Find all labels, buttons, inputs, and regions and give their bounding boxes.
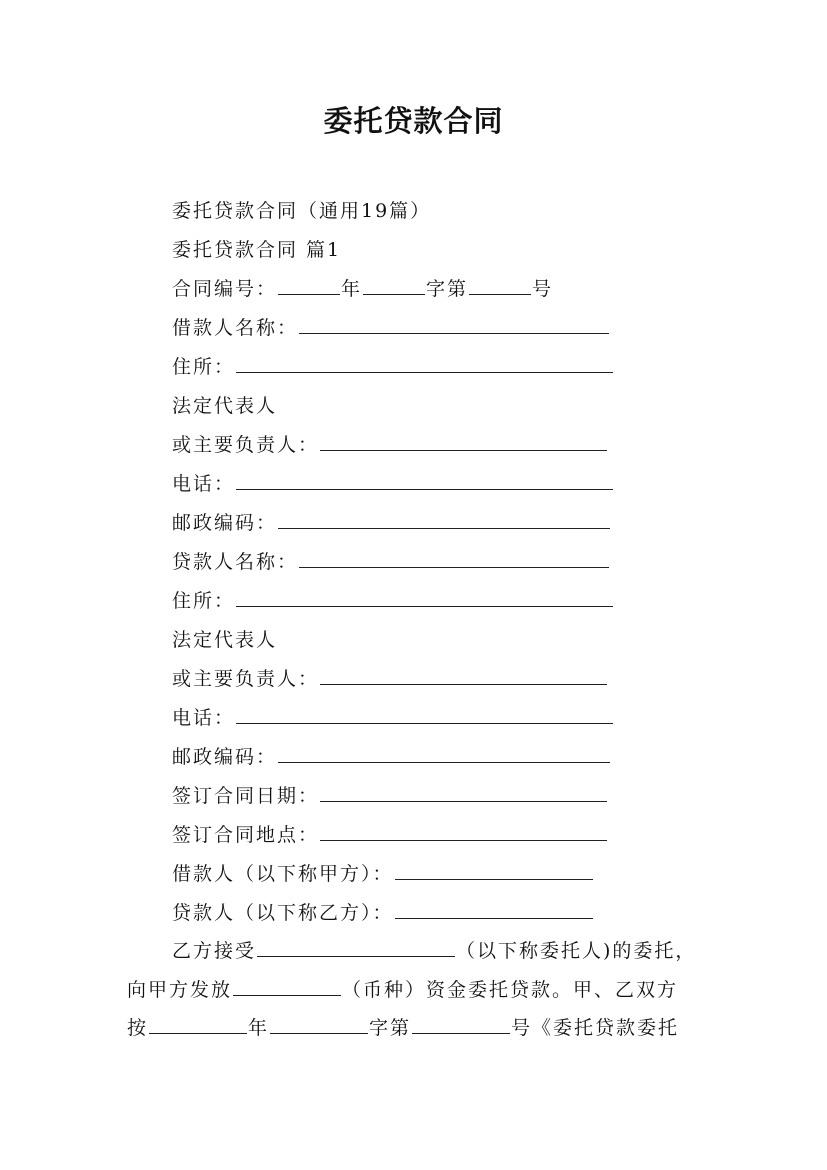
- document-title: 委托贷款合同: [323, 104, 504, 138]
- section-heading-text: 委托贷款合同 篇1: [172, 239, 342, 261]
- ref-num-field[interactable]: [412, 1015, 510, 1034]
- signing-place-label: 签订合同地点：: [172, 824, 320, 846]
- lender-phone-label: 电话：: [172, 707, 236, 729]
- para-text-3: 向甲方发放: [127, 978, 233, 1001]
- para-text-5: 按: [127, 1017, 149, 1039]
- borrower-postcode-field[interactable]: [278, 510, 610, 529]
- lender-name-line: [172, 549, 610, 575]
- borrower-name-line: [172, 315, 610, 341]
- lender-rep-label: 法定代表人: [172, 629, 278, 651]
- lender-name-field[interactable]: [299, 549, 609, 568]
- lender-address-label: 住所：: [172, 590, 236, 612]
- borrower-head-line: [172, 432, 608, 458]
- para-text-1: 乙方接受: [172, 940, 257, 962]
- borrower-name-label: 借款人名称：: [172, 317, 299, 339]
- para-text-2: （以下称委托人)的委托，: [456, 940, 697, 962]
- party-a-label: 借款人（以下称甲方）：: [172, 863, 394, 885]
- ref-year-field[interactable]: [149, 1015, 247, 1034]
- lender-phone-field[interactable]: [236, 705, 613, 724]
- trustor-field[interactable]: [257, 938, 455, 957]
- lender-postcode-field[interactable]: [278, 744, 610, 763]
- para-text-7: 字第: [369, 1017, 412, 1039]
- borrower-head-field[interactable]: [320, 432, 607, 451]
- ref-word-field[interactable]: [270, 1015, 368, 1034]
- borrower-head-label: 或主要负责人：: [172, 434, 320, 456]
- para-text-8: 号《委托贷款委托: [511, 1017, 680, 1039]
- subtitle-text: 委托贷款合同（通用19篇）: [172, 200, 432, 222]
- borrower-rep-label: 法定代表人: [172, 395, 278, 417]
- signing-place-field[interactable]: [320, 822, 607, 841]
- body-paragraph: [127, 932, 702, 1048]
- party-a-line: [172, 861, 594, 887]
- lender-rep-line: [172, 627, 277, 653]
- lender-address-field[interactable]: [236, 588, 613, 607]
- borrower-address-label: 住所：: [172, 356, 236, 378]
- contract-number-label: 合同编号：: [172, 278, 278, 300]
- para-text-6: 年: [248, 1017, 270, 1039]
- lender-head-field[interactable]: [320, 666, 607, 685]
- lender-address-line: [172, 588, 614, 614]
- lender-postcode-line: [172, 744, 611, 770]
- borrower-phone-label: 电话：: [172, 473, 236, 495]
- lender-head-line: [172, 666, 608, 692]
- signing-date-line: [172, 783, 608, 809]
- party-b-line: [172, 900, 594, 926]
- lender-postcode-label: 邮政编码：: [172, 746, 278, 768]
- section-heading: [172, 237, 341, 263]
- contract-word-field[interactable]: [363, 276, 425, 295]
- party-b-label: 贷款人（以下称乙方）：: [172, 902, 394, 924]
- signing-date-field[interactable]: [320, 783, 607, 802]
- lender-name-label: 贷款人名称：: [172, 551, 299, 573]
- borrower-name-field[interactable]: [299, 315, 609, 334]
- borrower-address-line: [172, 354, 614, 380]
- borrower-phone-field[interactable]: [236, 471, 613, 490]
- signing-date-label: 签订合同日期：: [172, 785, 320, 807]
- contract-num-unit: 号: [532, 278, 554, 300]
- lender-phone-line: [172, 705, 614, 731]
- party-b-field[interactable]: [395, 900, 593, 919]
- borrower-address-field[interactable]: [236, 354, 613, 373]
- party-a-field[interactable]: [395, 861, 593, 880]
- para-text-4: （币种）资金委托贷款。甲、乙双方: [342, 978, 679, 1001]
- borrower-postcode-line: [172, 510, 611, 536]
- contract-year-field[interactable]: [278, 276, 340, 295]
- borrower-phone-line: [172, 471, 614, 497]
- signing-place-line: [172, 822, 608, 848]
- subtitle-line: [172, 198, 431, 224]
- currency-field[interactable]: [233, 977, 341, 996]
- borrower-postcode-label: 邮政编码：: [172, 512, 278, 534]
- contract-number-line: [172, 276, 553, 302]
- lender-head-label: 或主要负责人：: [172, 668, 320, 690]
- contract-year-unit: 年: [341, 278, 363, 300]
- contract-word-unit: 字第: [426, 278, 469, 300]
- contract-num-field[interactable]: [469, 276, 531, 295]
- borrower-rep-line: [172, 393, 277, 419]
